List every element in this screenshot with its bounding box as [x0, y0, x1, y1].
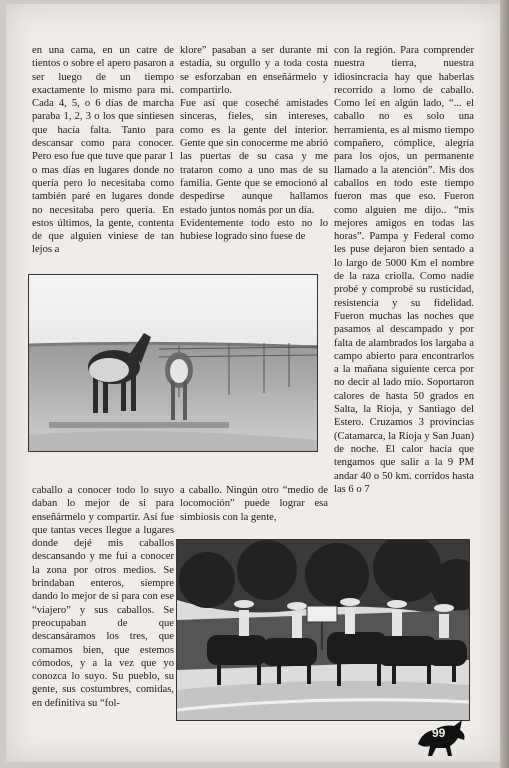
- page-number: 99: [432, 726, 446, 740]
- text-column-4: [32, 484, 174, 710]
- paragraph: a caballo. Ningún otro “medio de locomoción” puede lograr esa simbiosis con la gente,: [180, 485, 328, 523]
- photo-riders-group: [176, 539, 470, 721]
- text-column-2: [180, 44, 328, 243]
- text-column-5: [180, 484, 328, 524]
- paragraph: con la región. Para comprender nuestra tierra, nuestra idiosincracia hay que haberlas recorrido a lomo de caballo. Como leí en algún lado, “... el caballo no es solo una herramienta, es al mismo tiempo compañero, cómplice, alegría para los ojos, un permanente llamado a la atención”. Mis dos caballos en todo este tiempo fueron mas que eso. Fueron como alguien me dijo.. “mis mejores amigos en todas las horas”. Pampa y Federal como les puse dejaron bien sentado a lo largo de 5000 Km el nombre de la raza criolla. Como nadie probé y comprobé su rusticidad, resistencia y su fidelidad. Fueron muchas las noches que pasamos al descampado y por falta de alambrados los largaba a campo abierto para encontrarlos a la mañana siguiente cerca por no decir al lado mío. Soportaron calores de hasta 50 grados en Salta, la Rioja, y Santiago del Estero. Cruzamos 3 provincias (Catamarca, la Rioja y San Juan) de noche. El calor hacía que tengamos que salir a la 9 PM andar 40 o 50 km. corridos hasta las 6 o 7: [334, 45, 474, 495]
- text-column-1: [32, 44, 174, 257]
- book-page: [6, 4, 502, 762]
- text-column-3: [334, 44, 474, 496]
- page-number-badge: [414, 718, 468, 758]
- page-spine-shadow: [500, 0, 509, 768]
- paragraph: klore” pasaban a ser durante mi estadía, su orgullo y a toda costa se esforzaban en enseñármelo y compartirlo. Fue así que coseché amistades sinceras, fieles, sin intereses, como es la gente del interior. Gente que sin conocerme me abrió las puertas de su casa y me trataron como a uno mas de su familia. Gente que se emocionó al despedirse aunque hallamos estado juntos nomás por un día. Evidentemente todo esto no lo hubiese logrado sino fuese de: [180, 45, 328, 243]
- paragraph: en una cama, en un catre de tientos o sobre el apero pasaron a ser luego de un tiempo exactamente lo mismo para mi. Cada 4, 5, o 6 días de marcha paraba 1, 2, 3 o los que sintiesen que hacía falta. Tanto para descansar como para conocer. Pero eso fue que tuve que parar 1 o mas días en lugares donde no quería pero lo necesitaba como también paré en lugares donde no necesitaba pero quería. En estos últimos, la gente, contenta de que alguien viniese de tan lejos a: [32, 45, 174, 256]
- photo-two-horses-field: [28, 274, 318, 452]
- paragraph: caballo a conocer todo lo suyo daban lo mejor de si para enseñármelo y compartir. Así fue que tantas veces llegue a lugares donde dejé mis caballos descansando y me fui a conocer la zona por otros medios. Se brindaban enteros, siempre dando lo mejor de si para con ese “viajero” y sus caballos. Se preocupaban de que descansáramos los tres, que comamos bien, que estemos cómodos, y a la vez que yo conozca lo suyo. Su pueblo, su gente, sus costumbres, comidas, en definitiva su “fol-: [32, 485, 174, 709]
